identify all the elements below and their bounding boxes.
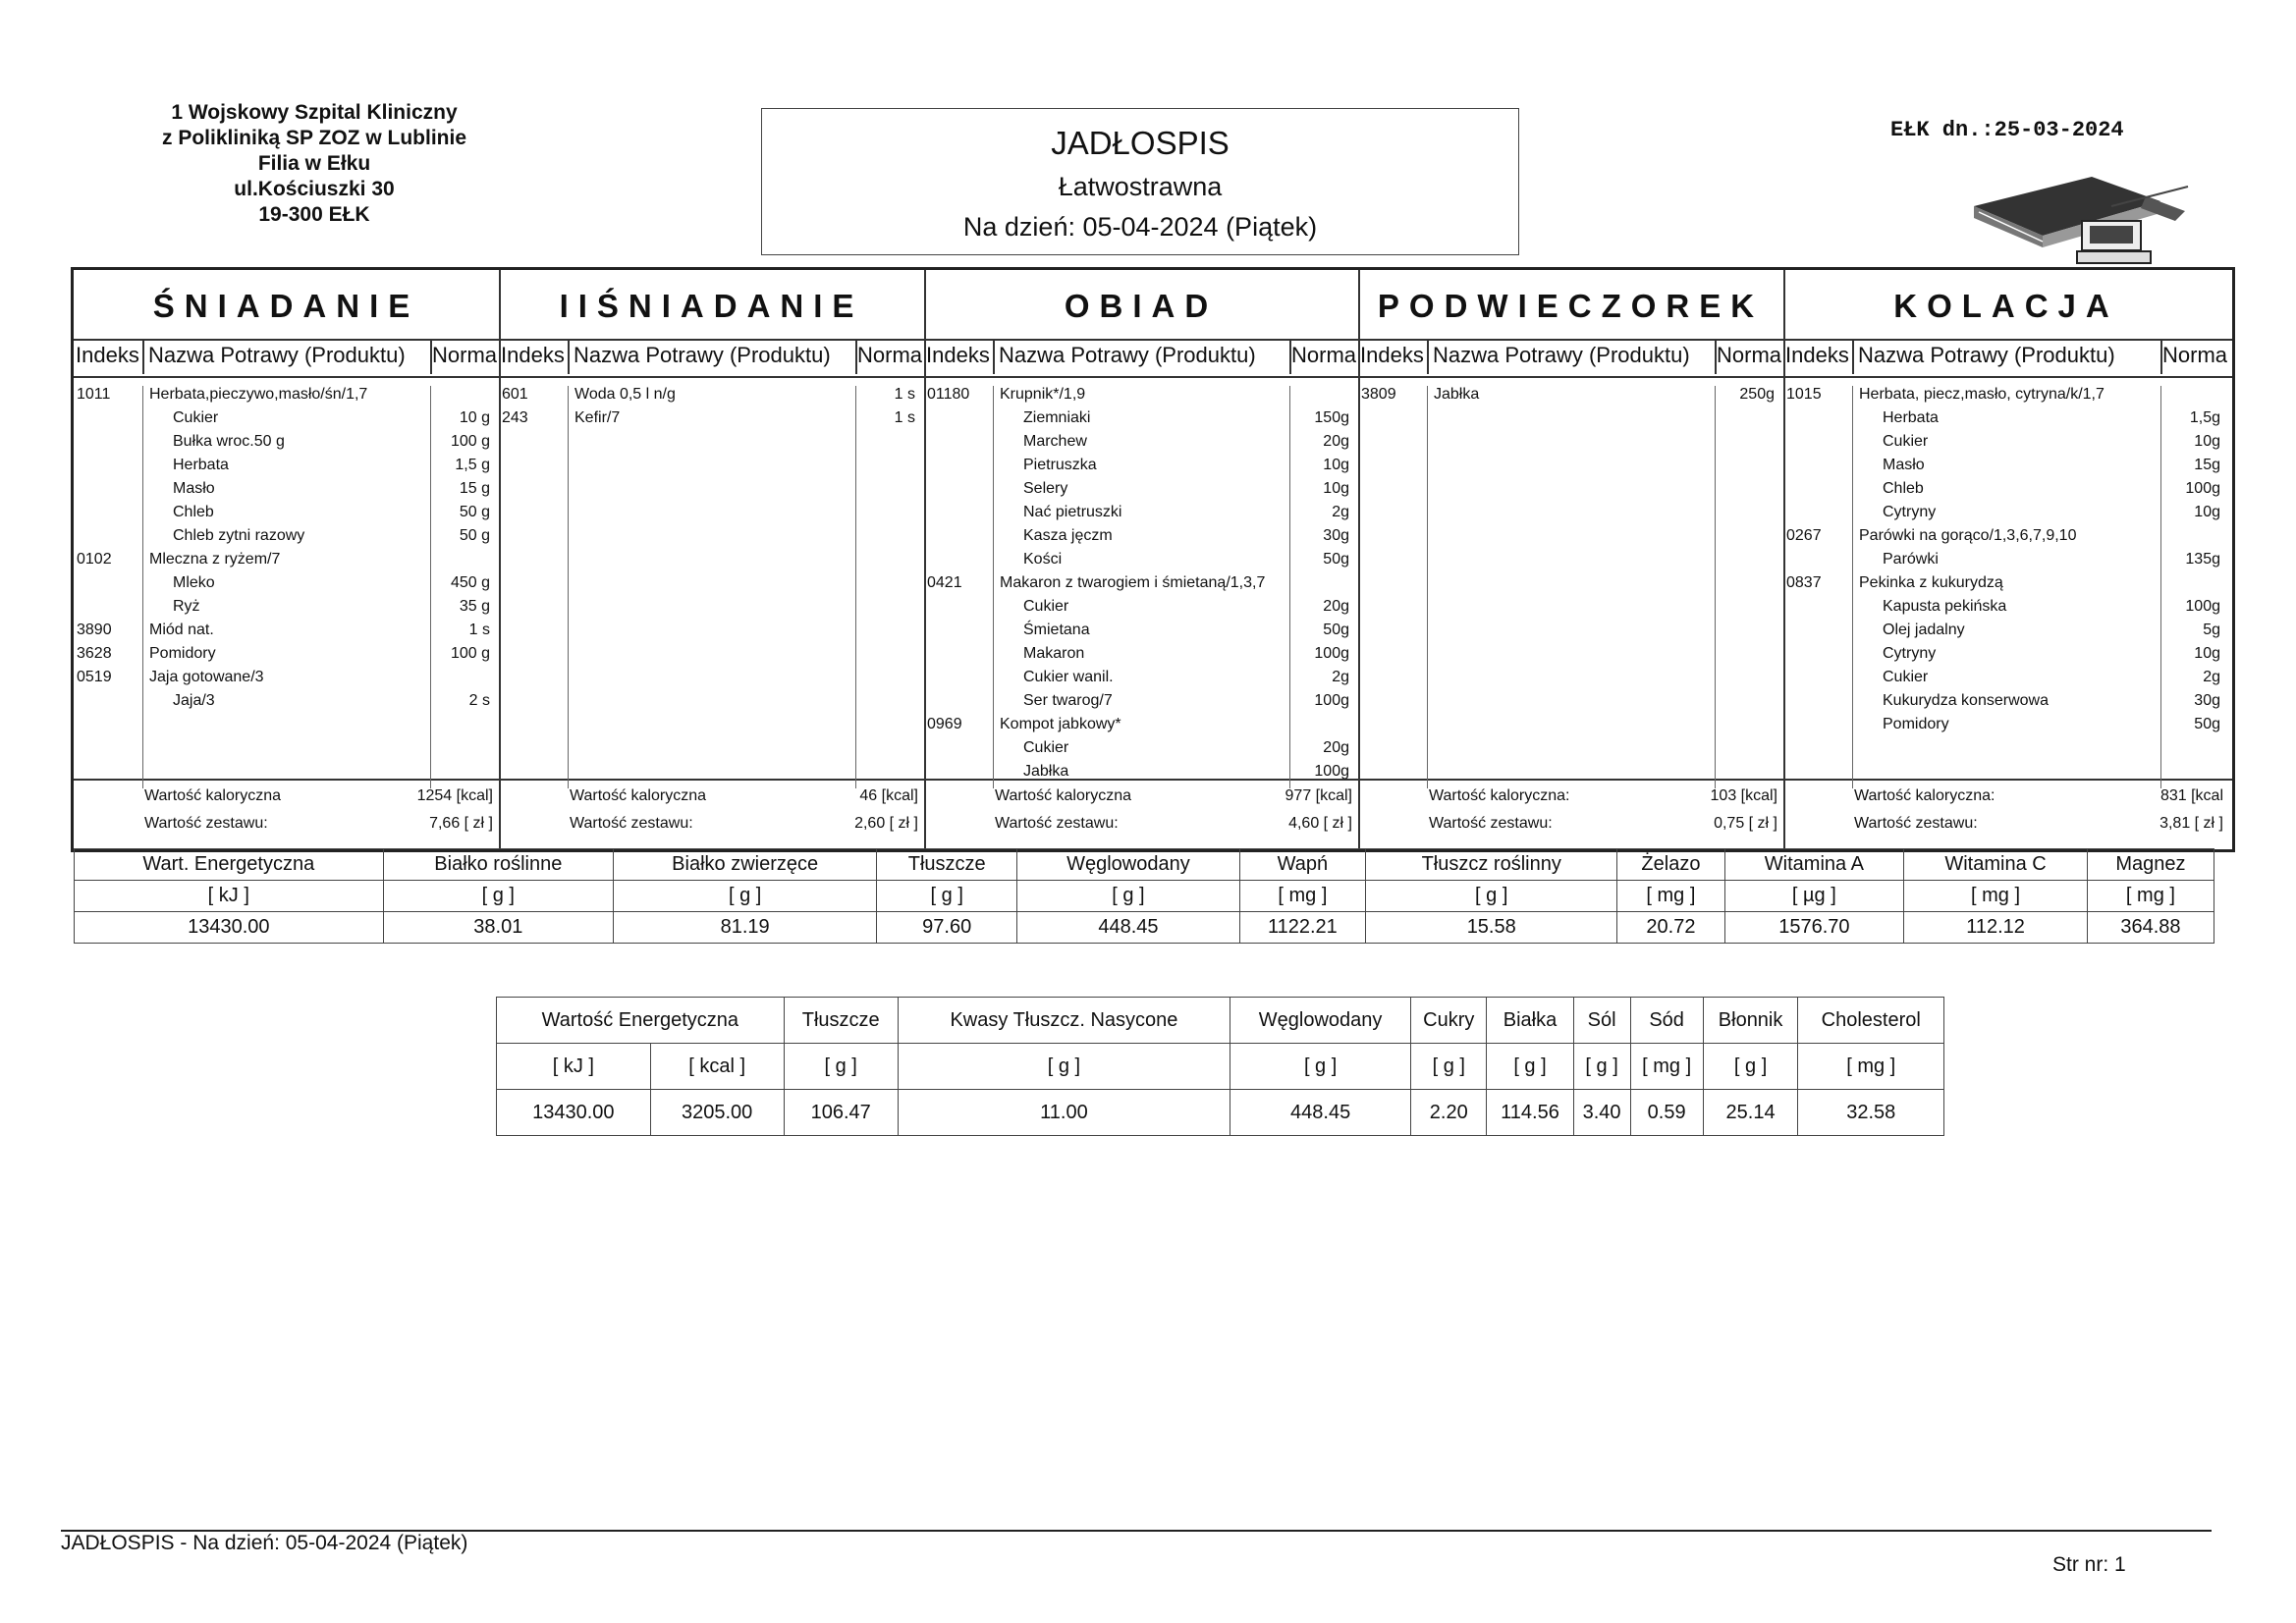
item-name: Pomidory	[149, 645, 216, 662]
item-norm: 100g	[1314, 692, 1349, 709]
item-index: 601	[502, 386, 528, 403]
afternoon-snack-kcal-value: 103 [kcal]	[1710, 787, 1777, 804]
menu-item-row	[77, 504, 496, 525]
item-name: Chleb	[1883, 480, 1924, 497]
item-index: 0267	[1786, 527, 1822, 544]
item-name: Cukier	[1023, 739, 1069, 756]
item-norm: 15g	[2194, 457, 2220, 473]
afternoon-snack-cost-value: 0,75 [ zł ]	[1714, 815, 1777, 832]
item-norm: 50g	[2194, 716, 2220, 732]
menu-item-row	[77, 574, 496, 596]
nutrition-value: 448.45	[1230, 1090, 1411, 1136]
nutrition-value: 0.59	[1630, 1090, 1703, 1136]
menu-item-row	[1786, 433, 2226, 455]
item-name: Parówki na gorąco/1,3,6,7,9,10	[1859, 527, 2077, 544]
nutrient-unit: [ mg ]	[1904, 881, 2088, 912]
meal-title-lunch: OBIAD	[1064, 288, 1219, 324]
nutrient-value: 364.88	[2087, 912, 2214, 944]
item-norm: 100g	[1314, 645, 1349, 662]
menu-item-row	[502, 386, 921, 407]
menu-item-row	[1786, 504, 2226, 525]
nutrient-unit: [ g ]	[614, 881, 877, 912]
item-index: 0837	[1786, 574, 1822, 591]
menu-item-row	[77, 433, 496, 455]
nutrient-value: 81.19	[614, 912, 877, 944]
breakfast-cost-value: 7,66 [ zł ]	[429, 815, 493, 832]
divider	[1852, 341, 1854, 374]
nutrition-value: 114.56	[1487, 1090, 1573, 1136]
item-name: Olej jadalny	[1883, 622, 1965, 638]
title-box	[761, 108, 1519, 255]
item-norm: 450 g	[450, 574, 490, 591]
divider	[993, 341, 995, 374]
item-name: Jaja gotowane/3	[149, 669, 264, 685]
institution-line: Filia w Ełku	[257, 152, 371, 175]
item-name: Kapusta pekińska	[1883, 598, 2007, 615]
nutrition-value: 3.40	[1573, 1090, 1630, 1136]
item-name: Pomidory	[1883, 716, 1949, 732]
menu-item-row	[927, 527, 1355, 549]
menu-item-row	[927, 504, 1355, 525]
subheader-norm: Norma	[857, 343, 923, 367]
nutrient-value: 448.45	[1017, 912, 1239, 944]
item-name: Cukier	[173, 409, 219, 426]
item-norm: 50 g	[459, 527, 490, 544]
menu-table	[71, 267, 2235, 852]
lunch-kcal-value: 977 [kcal]	[1285, 787, 1352, 804]
item-index: 3809	[1361, 386, 1396, 403]
menu-date: Na dzień: 05-04-2024 (Piątek)	[962, 212, 1318, 242]
menu-item-row	[77, 551, 496, 572]
nutrient-value: 38.01	[383, 912, 613, 944]
nutrient-header: Białko roślinne	[383, 849, 613, 881]
issue-date: EŁK dn.:25-03-2024	[1890, 118, 2124, 142]
nutrition-unit: [ kcal ]	[650, 1044, 784, 1090]
nutrition-header: Sól	[1573, 998, 1630, 1044]
menu-item-row	[1786, 527, 2226, 549]
item-name: Makaron	[1023, 645, 1085, 662]
divider	[1289, 341, 1291, 374]
item-name: Mleczna z ryżem/7	[149, 551, 281, 568]
item-name: Cytryny	[1883, 504, 1937, 520]
nutrient-unit: [ µg ]	[1724, 881, 1904, 912]
menu-item-row	[77, 457, 496, 478]
divider	[568, 341, 570, 374]
item-name: Woda 0,5 l n/g	[574, 386, 676, 403]
item-norm: 50 g	[459, 504, 490, 520]
item-name: Herbata,pieczywo,masło/śn/1,7	[149, 386, 368, 403]
nutrient-header: Białko zwierzęce	[614, 849, 877, 881]
institution-line: 1 Wojskowy Szpital Kliniczny	[171, 101, 458, 124]
nutrition-header: Błonnik	[1703, 998, 1798, 1044]
menu-item-row	[1786, 692, 2226, 714]
subheader-name: Nazwa Potrawy (Produktu)	[1858, 343, 2115, 367]
item-norm: 2 s	[468, 692, 490, 709]
item-norm: 1,5 g	[455, 457, 490, 473]
menu-item-row	[1786, 716, 2226, 737]
item-name: Selery	[1023, 480, 1068, 497]
item-index: 1015	[1786, 386, 1822, 403]
divider	[1427, 341, 1429, 374]
item-name: Cukier	[1883, 433, 1929, 450]
item-norm: 100g	[2185, 598, 2220, 615]
menu-item-row	[1786, 574, 2226, 596]
nutrient-value: 20.72	[1617, 912, 1724, 944]
breakfast-kcal-value: 1254 [kcal]	[416, 787, 493, 804]
nutrition-value: 25.14	[1703, 1090, 1798, 1136]
menu-item-row	[927, 386, 1355, 407]
item-name: Kukurydza konserwowa	[1883, 692, 2049, 709]
nutrient-header: Tłuszcz roślinny	[1366, 849, 1617, 881]
menu-item-row	[927, 598, 1355, 620]
item-name: Parówki	[1883, 551, 1939, 568]
subheader-name: Nazwa Potrawy (Produktu)	[574, 343, 831, 367]
divider	[2160, 341, 2162, 374]
nutrient-header: Magnez	[2087, 849, 2214, 881]
second-breakfast-cost-label: Wartość zestawu:	[570, 815, 693, 832]
item-norm: 2g	[1332, 504, 1349, 520]
item-norm: 100 g	[450, 433, 490, 450]
nutrition-header: Białka	[1487, 998, 1573, 1044]
divider	[74, 339, 2232, 341]
nutrient-unit: [ kJ ]	[75, 881, 384, 912]
menu-item-row	[927, 457, 1355, 478]
nutrient-unit: [ g ]	[877, 881, 1017, 912]
footer-title: JADŁOSPIS - Na dzień: 05-04-2024 (Piątek)	[61, 1532, 468, 1554]
institution-line: 19-300 EŁK	[258, 203, 370, 226]
nutrient-unit: [ g ]	[383, 881, 613, 912]
subheader-index: Indeks	[1360, 343, 1424, 367]
subheader-norm: Norma	[432, 343, 498, 367]
item-norm: 20g	[1323, 739, 1349, 756]
item-norm: 2g	[2203, 669, 2220, 685]
nutrition-value: 3205.00	[650, 1090, 784, 1136]
menu-item-row	[77, 645, 496, 667]
nutrition-header: Tłuszcze	[784, 998, 898, 1044]
menu-item-row	[1786, 480, 2226, 502]
second-breakfast-kcal-value: 46 [kcal]	[859, 787, 918, 804]
nutrition-header: Kwasy Tłuszcz. Nasycone	[898, 998, 1230, 1044]
menu-item-row	[927, 551, 1355, 572]
supper-cost-value: 3,81 [ zł ]	[2159, 815, 2223, 832]
item-norm: 5g	[2203, 622, 2220, 638]
document-title: JADŁOSPIS	[1051, 125, 1230, 161]
menu-item-row	[1786, 669, 2226, 690]
nutrition-value: 2.20	[1411, 1090, 1487, 1136]
institution-line: ul.Kościuszki 30	[234, 178, 395, 200]
nutrient-unit: [ mg ]	[2087, 881, 2214, 912]
subheader-index: Indeks	[501, 343, 565, 367]
nutrition-unit: [ kJ ]	[497, 1044, 651, 1090]
lunch-cost-value: 4,60 [ zł ]	[1288, 815, 1352, 832]
menu-item-row	[1786, 457, 2226, 478]
nutrient-header: Żelazo	[1617, 849, 1724, 881]
meal-title-breakfast: ŚNIADANIE	[152, 288, 420, 324]
item-name: Chleb	[173, 504, 214, 520]
divider	[74, 376, 2232, 378]
second-breakfast-kcal-label: Wartość kaloryczna	[570, 787, 706, 804]
item-name: Śmietana	[1023, 622, 1090, 638]
subheader-index: Indeks	[1785, 343, 1849, 367]
menu-item-row	[927, 480, 1355, 502]
institution-address	[118, 100, 511, 228]
item-name: Chleb zytni razowy	[173, 527, 305, 544]
menu-item-row	[1786, 551, 2226, 572]
menu-item-row	[1786, 598, 2226, 620]
nutrient-unit: [ mg ]	[1239, 881, 1365, 912]
divider	[855, 386, 856, 788]
item-name: Ziemniaki	[1023, 409, 1091, 426]
divider	[568, 386, 569, 788]
nutrition-unit: [ mg ]	[1798, 1044, 1944, 1090]
item-norm: 10g	[2194, 645, 2220, 662]
menu-item-row	[927, 669, 1355, 690]
item-index: 3628	[77, 645, 112, 662]
supper-kcal-label: Wartość kaloryczna:	[1854, 787, 1995, 804]
menu-item-row	[927, 739, 1355, 761]
item-name: Jabłka	[1023, 763, 1069, 780]
nutrition-header: Cholesterol	[1798, 998, 1944, 1044]
divider	[142, 341, 144, 374]
supper-kcal-value: 831 [kcal	[2159, 787, 2223, 804]
menu-item-row	[1786, 409, 2226, 431]
item-norm: 35 g	[459, 598, 490, 615]
item-name: Jaja/3	[173, 692, 215, 709]
menu-item-row	[1361, 386, 1780, 407]
nutrition-unit: [ g ]	[1411, 1044, 1487, 1090]
diet-name: Łatwostrawna	[1058, 172, 1223, 201]
nutrient-unit: [ g ]	[1366, 881, 1617, 912]
item-norm: 50g	[1323, 551, 1349, 568]
nutrient-header: Witamina C	[1904, 849, 2088, 881]
nutrition-unit: [ g ]	[898, 1044, 1230, 1090]
item-name: Kompot jabkowy*	[1000, 716, 1121, 732]
item-name: Jabłka	[1434, 386, 1480, 403]
item-name: Masło	[1883, 457, 1925, 473]
afternoon-snack-kcal-label: Wartość kaloryczna:	[1429, 787, 1570, 804]
menu-item-row	[77, 669, 496, 690]
nutrition-unit: [ g ]	[1230, 1044, 1411, 1090]
menu-item-row	[77, 527, 496, 549]
item-name: Kefir/7	[574, 409, 621, 426]
item-norm: 1 s	[894, 409, 915, 426]
menu-item-row	[927, 433, 1355, 455]
nutrient-header: Węglowodany	[1017, 849, 1239, 881]
item-norm: 135g	[2185, 551, 2220, 568]
menu-item-row	[77, 386, 496, 407]
book-computer-clipart	[1964, 167, 2190, 270]
item-norm: 150g	[1314, 409, 1349, 426]
item-norm: 1,5g	[2189, 409, 2220, 426]
menu-item-row	[927, 409, 1355, 431]
menu-item-row	[77, 598, 496, 620]
menu-item-row	[927, 716, 1355, 737]
item-name: Pietruszka	[1023, 457, 1097, 473]
item-norm: 100g	[1314, 763, 1349, 780]
item-name: Ser twarog/7	[1023, 692, 1113, 709]
divider	[1715, 386, 1716, 788]
nutrition-unit: [ g ]	[1703, 1044, 1798, 1090]
menu-item-row	[927, 645, 1355, 667]
menu-item-row	[1786, 622, 2226, 643]
item-name: Nać pietruszki	[1023, 504, 1122, 520]
supper-cost-label: Wartość zestawu:	[1854, 815, 1978, 832]
nutrient-header: Tłuszcze	[877, 849, 1017, 881]
menu-item-row	[1786, 645, 2226, 667]
item-norm: 100 g	[450, 645, 490, 662]
item-norm: 10g	[2194, 433, 2220, 450]
item-index: 1011	[77, 386, 111, 403]
item-name: Marchew	[1023, 433, 1087, 450]
nutrition-value: 13430.00	[497, 1090, 651, 1136]
nutrient-header: Witamina A	[1724, 849, 1904, 881]
menu-item-row	[927, 692, 1355, 714]
nutrient-summary-table	[74, 848, 2214, 944]
menu-item-row	[927, 574, 1355, 596]
item-name: Herbata	[173, 457, 229, 473]
lunch-cost-label: Wartość zestawu:	[995, 815, 1119, 832]
menu-item-row	[77, 692, 496, 714]
item-name: Kości	[1023, 551, 1063, 568]
item-name: Kasza jęczm	[1023, 527, 1113, 544]
nutrition-value: 106.47	[784, 1090, 898, 1136]
item-index: 0969	[927, 716, 962, 732]
item-norm: 2g	[1332, 669, 1349, 685]
subheader-name: Nazwa Potrawy (Produktu)	[148, 343, 406, 367]
divider	[430, 341, 432, 374]
menu-item-row	[77, 409, 496, 431]
breakfast-cost-label: Wartość zestawu:	[144, 815, 268, 832]
nutrient-value: 112.12	[1904, 912, 2088, 944]
divider	[1715, 341, 1717, 374]
item-index: 01180	[927, 386, 970, 403]
meal-title-afternoon-snack: PODWIECZOREK	[1377, 288, 1765, 324]
page-number: Str nr: 1	[2052, 1553, 2126, 1576]
subheader-index: Indeks	[926, 343, 990, 367]
energy-header: Wartość Energetyczna	[497, 998, 785, 1044]
item-norm: 10g	[2194, 504, 2220, 520]
item-index: 0421	[927, 574, 962, 591]
item-name: Masło	[173, 480, 215, 497]
item-name: Pekinka z kukurydzą	[1859, 574, 2003, 591]
nutrient-value: 13430.00	[75, 912, 384, 944]
item-name: Mleko	[173, 574, 215, 591]
item-name: Herbata	[1883, 409, 1939, 426]
breakfast-kcal-label: Wartość kaloryczna	[144, 787, 281, 804]
item-name: Makaron z twarogiem i śmietaną/1,3,7	[1000, 574, 1266, 591]
item-norm: 20g	[1323, 433, 1349, 450]
menu-item-row	[77, 480, 496, 502]
subheader-norm: Norma	[2162, 343, 2228, 367]
item-norm: 10 g	[459, 409, 490, 426]
nutrient-value: 1576.70	[1724, 912, 1904, 944]
item-norm: 50g	[1323, 622, 1349, 638]
nutrition-unit: [ g ]	[1573, 1044, 1630, 1090]
meal-title-supper: KOLACJA	[1893, 288, 2119, 324]
nutrition-unit: [ g ]	[784, 1044, 898, 1090]
item-norm: 10g	[1323, 480, 1349, 497]
nutrient-header: Wart. Energetyczna	[75, 849, 384, 881]
nutrition-unit: [ mg ]	[1630, 1044, 1703, 1090]
menu-item-row	[1786, 386, 2226, 407]
nutrient-header: Wapń	[1239, 849, 1365, 881]
item-norm: 20g	[1323, 598, 1349, 615]
subheader-name: Nazwa Potrawy (Produktu)	[999, 343, 1256, 367]
nutrient-value: 15.58	[1366, 912, 1617, 944]
item-norm: 10g	[1323, 457, 1349, 473]
menu-item-row	[927, 622, 1355, 643]
item-name: Herbata, piecz,masło, cytryna/k/1,7	[1859, 386, 2105, 403]
nutrient-unit: [ g ]	[1017, 881, 1239, 912]
menu-item-row	[502, 409, 921, 431]
nutrition-label-table	[496, 997, 1944, 1136]
nutrient-value: 1122.21	[1239, 912, 1365, 944]
subheader-index: Indeks	[76, 343, 139, 367]
subheader-name: Nazwa Potrawy (Produktu)	[1433, 343, 1690, 367]
item-name: Miód nat.	[149, 622, 214, 638]
subheader-norm: Norma	[1717, 343, 1782, 367]
nutrition-header: Sód	[1630, 998, 1703, 1044]
second-breakfast-cost-value: 2,60 [ zł ]	[854, 815, 918, 832]
subheader-norm: Norma	[1291, 343, 1357, 367]
item-name: Cytryny	[1883, 645, 1937, 662]
item-name: Krupnik*/1,9	[1000, 386, 1086, 403]
nutrition-header: Węglowodany	[1230, 998, 1411, 1044]
divider	[855, 341, 857, 374]
item-index: 3890	[77, 622, 112, 638]
nutrition-unit: [ g ]	[1487, 1044, 1573, 1090]
item-norm: 100g	[2185, 480, 2220, 497]
item-name: Bułka wroc.50 g	[173, 433, 285, 450]
meal-title-second-breakfast: IIŚNIADANIE	[559, 288, 864, 324]
item-norm: 15 g	[459, 480, 490, 497]
institution-line: z Polikliniką SP ZOZ w Lublinie	[162, 127, 466, 149]
nutrient-value: 97.60	[877, 912, 1017, 944]
nutrition-header: Cukry	[1411, 998, 1487, 1044]
item-norm: 30g	[1323, 527, 1349, 544]
afternoon-snack-cost-label: Wartość zestawu:	[1429, 815, 1553, 832]
nutrient-unit: [ mg ]	[1617, 881, 1724, 912]
nutrition-value: 11.00	[898, 1090, 1230, 1136]
item-name: Cukier	[1023, 598, 1069, 615]
nutrition-value: 32.58	[1798, 1090, 1944, 1136]
item-name: Cukier	[1883, 669, 1929, 685]
item-index: 243	[502, 409, 528, 426]
item-index: 0519	[77, 669, 112, 685]
menu-item-row	[77, 622, 496, 643]
item-name: Ryż	[173, 598, 200, 615]
item-norm: 250g	[1739, 386, 1775, 403]
item-norm: 1 s	[468, 622, 490, 638]
item-norm: 30g	[2194, 692, 2220, 709]
item-index: 0102	[77, 551, 112, 568]
divider	[1427, 386, 1428, 788]
lunch-kcal-label: Wartość kaloryczna	[995, 787, 1131, 804]
menu-item-row	[927, 763, 1355, 784]
item-name: Cukier wanil.	[1023, 669, 1114, 685]
item-norm: 1 s	[894, 386, 915, 403]
